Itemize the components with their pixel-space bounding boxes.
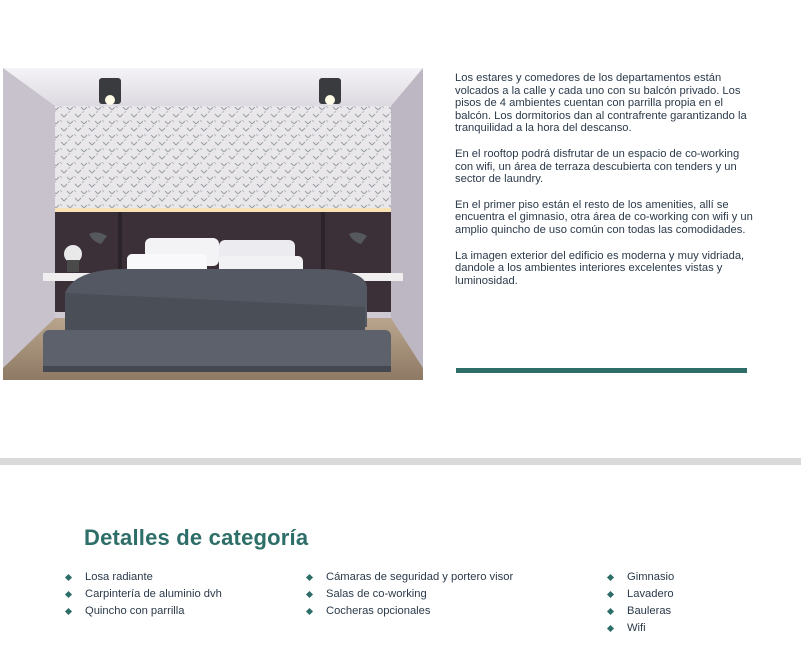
diamond-bullet-icon (65, 591, 72, 598)
list-item: Cocheras opcionales (307, 603, 513, 620)
list-item: Bauleras (608, 603, 674, 620)
features-column-3 (608, 569, 674, 637)
list-item: Cámaras de seguridad y portero visor (307, 569, 513, 586)
paragraph-2: En el rooftop podrá disfrutar de un espacio de co-working con wifi, un área de terraza descubierta con tenders y un sector de laundry. (455, 147, 740, 186)
paragraph-3: En el primer piso están el resto de los amenities, allí se encuentra el gimnasio, otra área de co-working con wifi y un amplio quincho de uso común con todas las comodidades. (455, 198, 753, 236)
bedroom-photo (3, 68, 423, 380)
diamond-bullet-icon (306, 591, 313, 598)
list-item: Lavadero (608, 586, 674, 603)
features-column-2 (307, 569, 513, 620)
list-item: Gimnasio (608, 569, 674, 586)
diamond-bullet-icon (607, 591, 614, 598)
diamond-bullet-icon (306, 608, 313, 615)
bedroom-illustration (3, 68, 423, 380)
diamond-bullet-icon (65, 574, 72, 581)
paragraph-4: La imagen exterior del edificio es moderna y muy vidriada, dandole a los ambientes interiores excelentes vistas y luminosidad. (455, 249, 745, 287)
features-column-1 (66, 569, 222, 620)
list-item: Wifi (608, 620, 674, 637)
list-item: Carpintería de aluminio dvh (66, 586, 222, 603)
diamond-bullet-icon (306, 574, 313, 581)
diamond-bullet-icon (607, 625, 614, 632)
paragraph-1: Los estares y comedores de los departamentos están volcados a la calle y cada uno con su balcón privado. Los pisos de 4 ambientes cuentan con parrilla propia en el balcón. Los dormitorios dan al contrafrente garantizando la tranquilidad a la hora del descanso. (455, 72, 747, 135)
category-title: Detalles de categoría (84, 525, 309, 550)
diamond-bullet-icon (65, 608, 72, 615)
list-item: Losa radiante (66, 569, 222, 586)
diamond-bullet-icon (607, 608, 614, 615)
description-text (455, 72, 755, 300)
list-item: Salas de co-working (307, 586, 513, 603)
accent-rule (456, 368, 747, 373)
page-bottom (0, 465, 801, 655)
diamond-bullet-icon (607, 574, 614, 581)
list-item: Quincho con parrilla (66, 603, 222, 620)
